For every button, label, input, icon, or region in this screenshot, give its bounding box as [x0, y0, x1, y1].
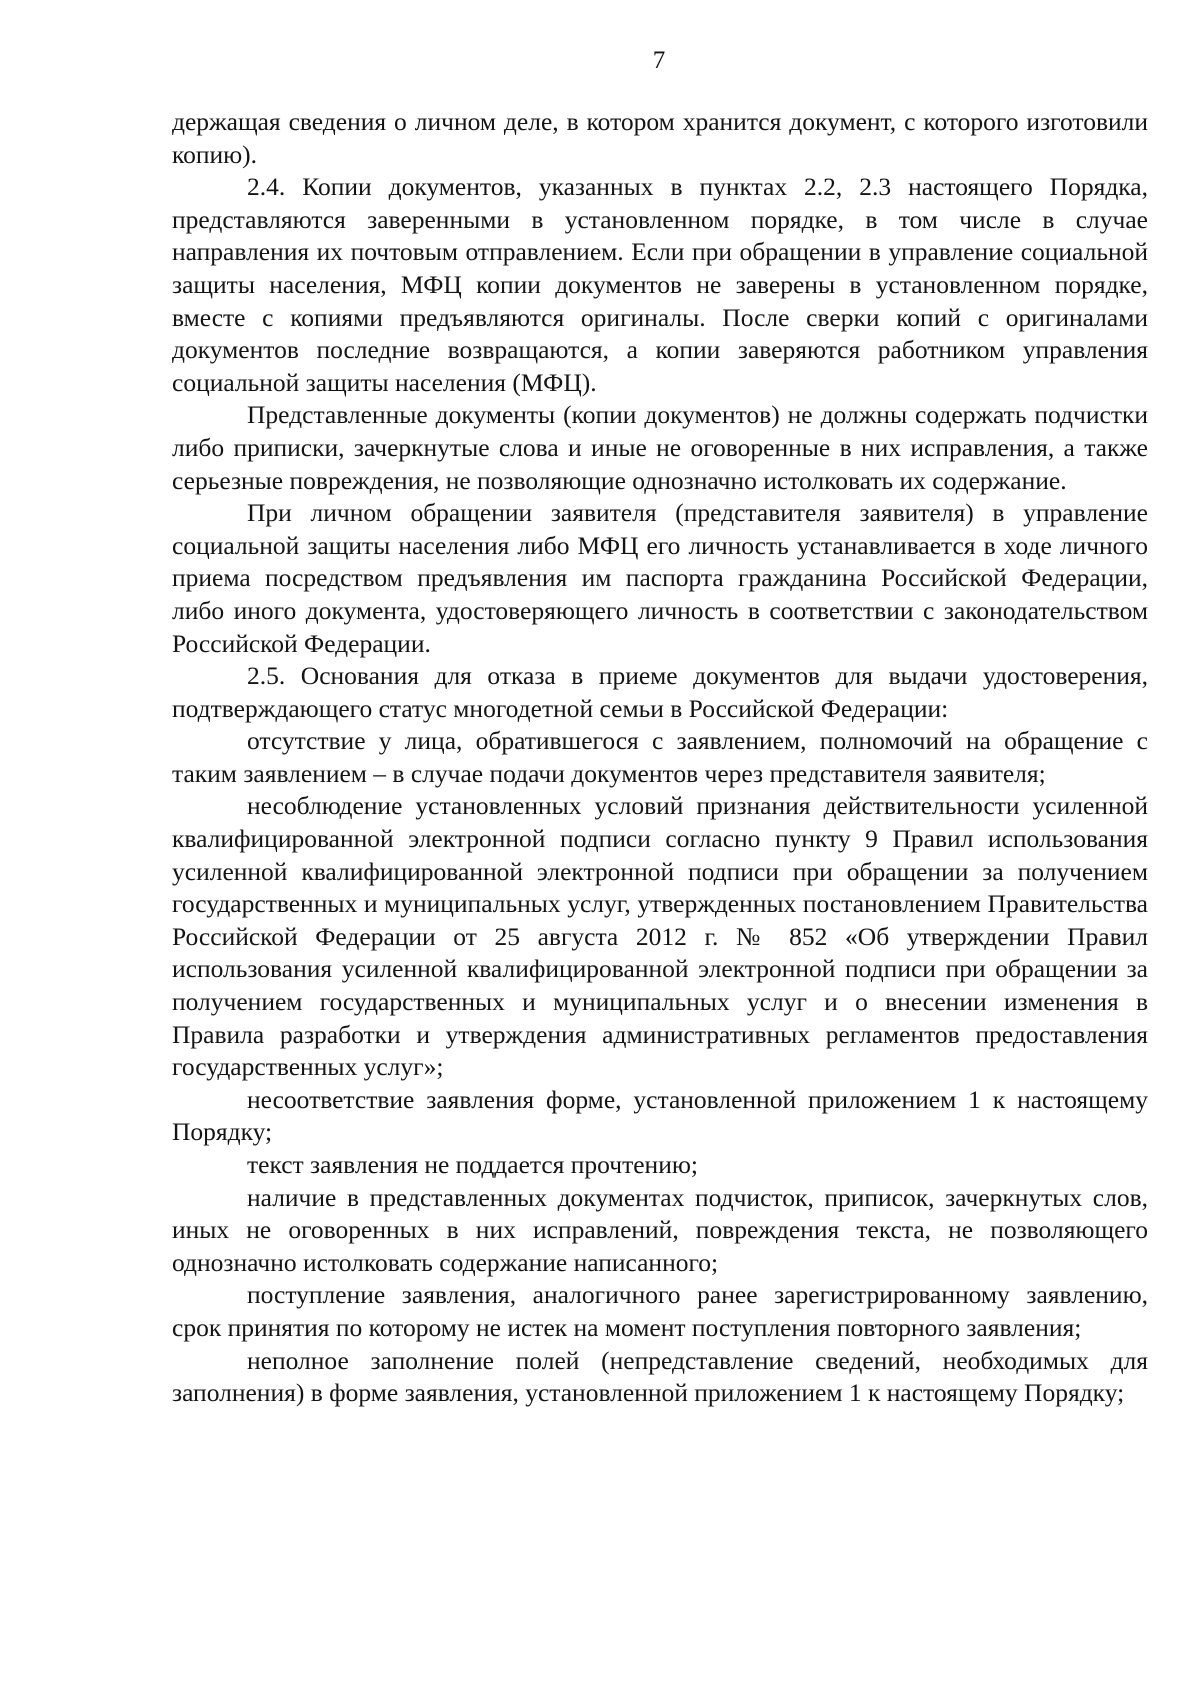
- list-item-form-mismatch: несоответствие заявления форме, установленной приложением 1 к настоящему Порядку;: [172, 1084, 1148, 1147]
- list-item-corrections: наличие в представленных документах подчисток, приписок, зачеркнутых слов, иных не оговоренных в них исправлений, повреждения текста, не позволяющего однозначно истолковать содержание написанного;: [172, 1182, 1148, 1277]
- list-item-duplicate-application: поступление заявления, аналогичного ранее зарегистрированному заявлению, срок принятия по которому не истек на момент поступления повторного заявления;: [172, 1280, 1148, 1342]
- list-item-unreadable: текст заявления не поддается прочтению;: [247, 1150, 698, 1179]
- list-item-signature-invalid: несоблюдение установленных условий признания действительности усиленной квалифицированной электронной подписи согласно пункту 9 Правил использования усиленной квалифицированной электронной подписи при обращении за получением государственных и муниципальных услуг, утвержденных постановлением Правительства Российской Федерации от 25 августа 2012 г. № 852 «Об утверждении Правил использования усиленной квалифицированной электронной подписи при обращении за получением государственных и муниципальных услуг и о внесении изменения в Правила разработки и утверждения административных регламентов предоставления государственных услуг»;: [172, 791, 1148, 1082]
- paragraph-identity-check: При личном обращении заявителя (представителя заявителя) в управление социальной защиты населения либо МФЦ его личность устанавливается в ходе личного приема посредством предъявления им паспорта гражданина Российской Федерации, либо иного документа, удостоверяющего личность в соответствии с законодательством Российской Федерации.: [172, 498, 1148, 658]
- paragraph-continuation: держащая сведения о личном деле, в котором хранится документ, с которого изготовили копию).: [172, 107, 1148, 169]
- paragraph-documents-requirements: Представленные документы (копии документов) не должны содержать подчистки либо приписки, зачеркнутые слова и иные не оговоренные в них исправления, а также серьезные повреждения, не позволяющие однозначно истолковать их содержание.: [172, 400, 1148, 495]
- list-item-incomplete-fields: неполное заполнение полей (непредставление сведений, необходимых для заполнения) в форме заявления, установленной приложением 1 к настоящему Порядку;: [172, 1345, 1148, 1408]
- list-item-no-authority: отсутствие у лица, обратившегося с заявлением, полномочий на обращение с таким заявлением – в случае подачи документов через представителя заявителя;: [172, 726, 1148, 788]
- paragraph-2-4: 2.4. Копии документов, указанных в пунктах 2.2, 2.3 настоящего Порядка, представляются заверенными в установленном порядке, в том числе в случае направления их почтовым отправлением. Если при обращении в управление социальной защиты населения, МФЦ копии документов не заверены в установленном порядке, вместе с копиями предъявляются оригиналы. После сверки копий с оригиналами документов последние возвращаются, а копии заверяются работником управления социальной защиты населения (МФЦ).: [172, 172, 1148, 397]
- document-body: [172, 106, 1148, 1410]
- page-number: 7: [652, 47, 666, 74]
- paragraph-2-5: 2.5. Основания для отказа в приеме документов для выдачи удостоверения, подтверждающего статус многодетной семьи в Российской Федерации:: [172, 661, 1148, 723]
